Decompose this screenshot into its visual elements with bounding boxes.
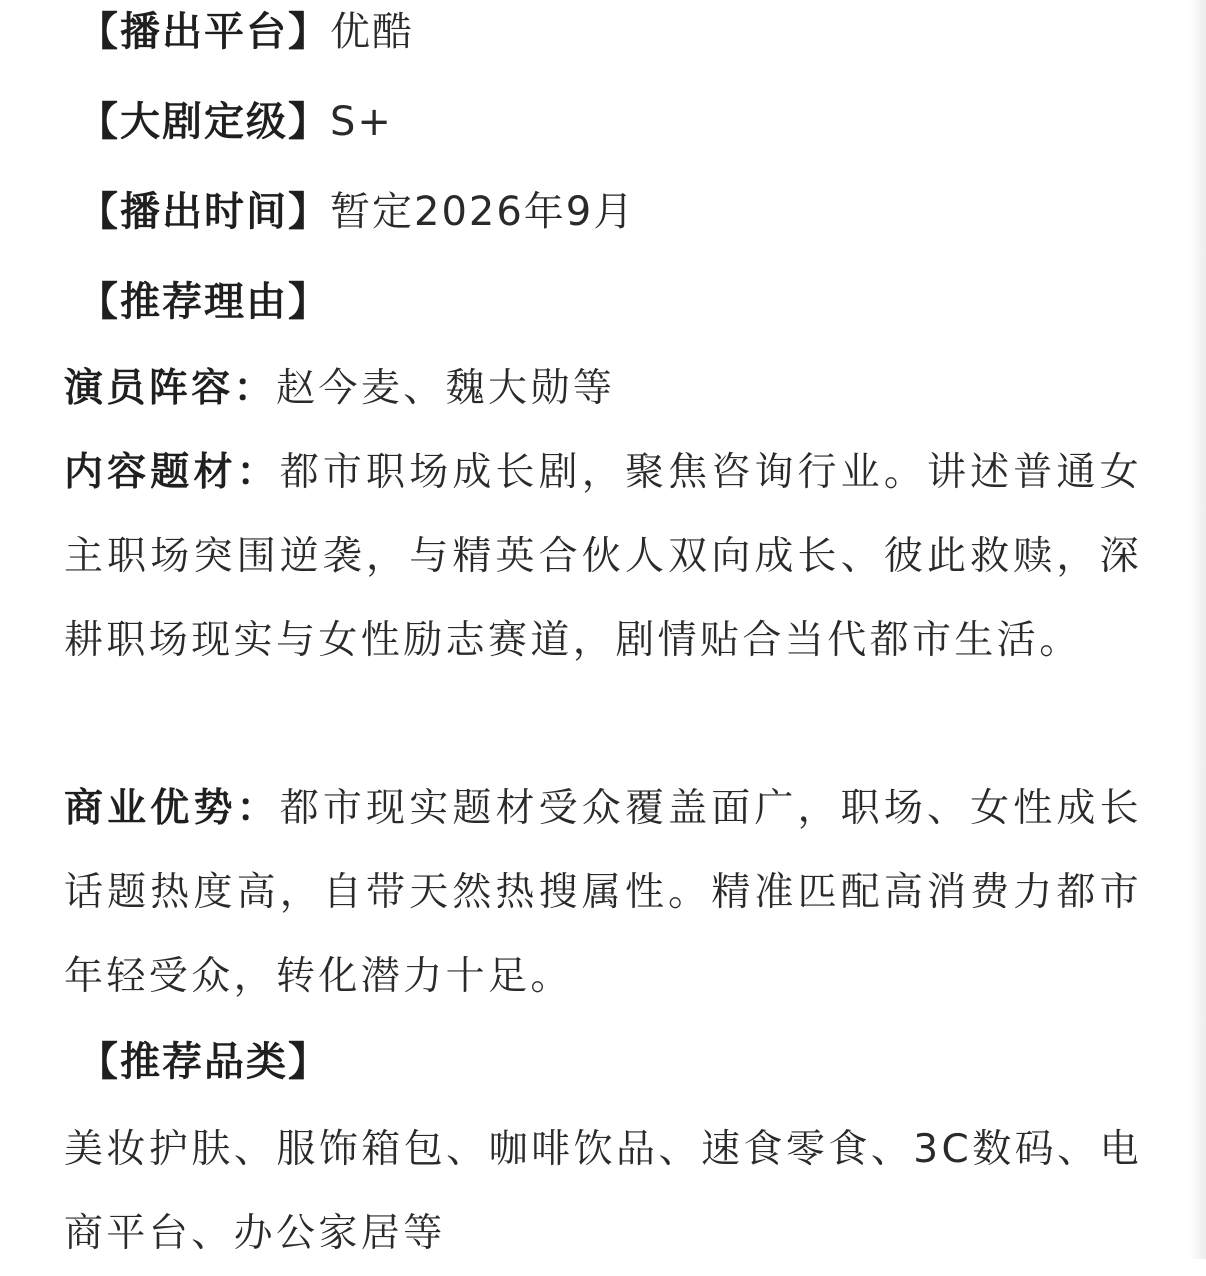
platform-value: 优酷: [330, 9, 414, 55]
business-value: 都市现实题材受众覆盖面广，职场、女性成长话题热度高，自带天然热搜属性。精准匹配高消费力都市年轻受众，转化潜力十足。: [64, 786, 1142, 999]
cast-label: 演员阵容：: [64, 366, 277, 411]
cast-value: 赵今麦、魏大勋等: [276, 366, 616, 411]
categories-title: 【推荐品类】: [78, 1039, 330, 1085]
content-paragraph: [64, 431, 1142, 683]
airtime-label: 【播出时间】: [78, 189, 330, 235]
business-label: 商业优势：: [64, 786, 280, 831]
categories-paragraph: [64, 1108, 1142, 1276]
airtime-row: [78, 187, 635, 237]
business-paragraph: [64, 767, 1142, 1019]
content-label: 内容题材：: [64, 450, 280, 495]
platform-row: [78, 7, 414, 57]
rating-value: S+: [330, 99, 393, 145]
rating-row: [78, 97, 393, 147]
reasons-title: 【推荐理由】: [78, 279, 330, 325]
content-value: 都市职场成长剧，聚焦咨询行业。讲述普通女主职场突围逆袭，与精英合伙人双向成长、彼此救赎，深耕职场现实与女性励志赛道，剧情贴合当代都市生活。: [64, 450, 1142, 663]
platform-label: 【播出平台】: [78, 9, 330, 55]
categories-list: 美妆护肤、服饰箱包、咖啡饮品、速食零食、3C数码、电商平台、办公家居等: [64, 1127, 1142, 1256]
rating-label: 【大剧定级】: [78, 99, 330, 145]
airtime-value: 暂定2026年9月: [330, 189, 636, 235]
cast-paragraph: [64, 347, 1142, 431]
page-edge-shadow: [1190, 0, 1206, 1259]
